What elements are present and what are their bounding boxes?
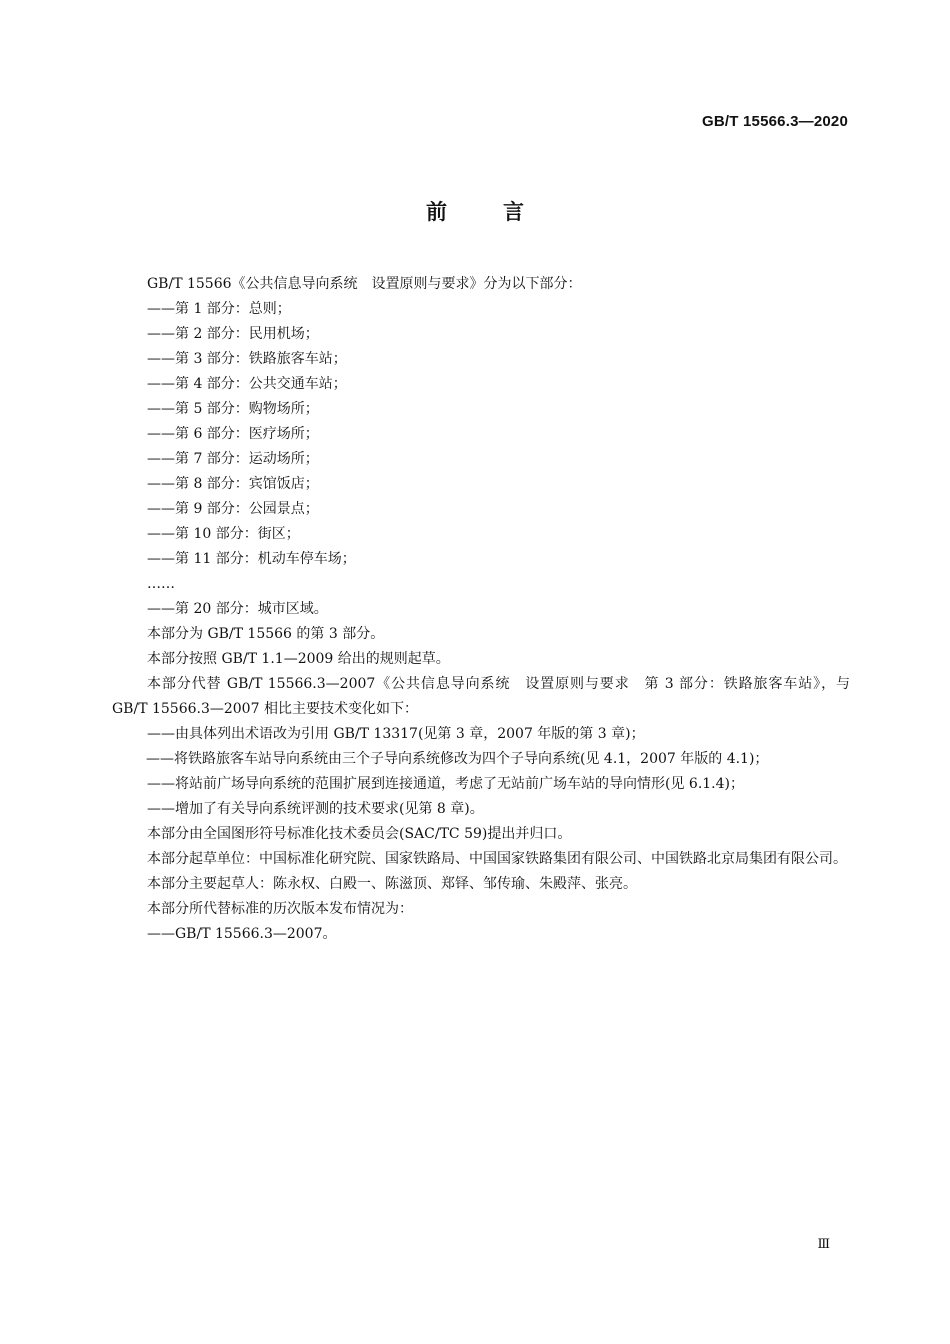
drafting-rules-paragraph: 本部分按照 GB/T 1.1—2009 给出的规则起草。 [147,651,450,667]
part-list-item-last: ——第 20 部分：城市区域。 [147,601,328,617]
part-list-item: ——第 10 部分：街区； [147,526,300,542]
part-list-item: ——第 4 部分：公共交通车站； [147,376,347,392]
document-body [112,272,850,947]
part-list-item: ——第 6 部分：医疗场所； [147,426,319,442]
drafters-paragraph: 本部分主要起草人：陈永权、白殿一、陈滋顶、郑铎、邹传瑜、朱殿萍、张亮。 [147,876,637,892]
replaces-paragraph: 本部分代替 GB/T 15566.3—2007《公共信息导向系统 设置原则与要求 第 3 部分：铁路旅客车站》，与 GB/T 15566.3—2007 相比主要技术变化如下： [112,676,850,717]
part-list-item: ——第 7 部分：运动场所； [147,451,319,467]
part-list-item: ——第 9 部分：公园景点； [147,501,319,517]
part-list-item: ——第 8 部分：宾馆饭店； [147,476,319,492]
part-list-item: ——第 3 部分：铁路旅客车站； [147,351,347,367]
history-item: ——GB/T 15566.3—2007。 [147,926,337,942]
this-part-paragraph: 本部分为 GB/T 15566 的第 3 部分。 [147,626,385,642]
part-list-item: ——第 2 部分：民用机场； [147,326,319,342]
standard-number: GB/T 15566.3—2020 [702,113,848,130]
history-intro-paragraph: 本部分所代替标准的历次版本发布情况为： [147,901,413,917]
change-item: ——增加了有关导向系统评测的技术要求(见第 8 章)。 [147,801,484,817]
page-title: 前言 [426,200,580,224]
page-number: Ⅲ [817,1237,830,1252]
change-item: ——由具体列出术语改为引用 GB/T 13317(见第 3 章，2007 年版的第 3 章)； [147,726,645,742]
part-list-item: ——第 11 部分：机动车停车场； [147,551,356,567]
change-item: ——将站前广场导向系统的范围扩展到连接通道，考虑了无站前广场车站的导向情形(见 6.1.4)； [147,776,744,792]
change-item: ——将铁路旅客车站导向系统由三个子导向系统修改为四个子导向系统(见 4.1，2007 年版的 4.1)； [146,751,769,767]
ellipsis: …… [147,576,175,592]
part-list-item: ——第 5 部分：购物场所； [147,401,319,417]
part-list-item: ——第 1 部分：总则； [147,301,291,317]
drafting-units-paragraph: 本部分起草单位：中国标准化研究院、国家铁路局、中国国家铁路集团有限公司、中国铁路北京局集团有限公司。 [147,851,847,867]
proposed-paragraph: 本部分由全国图形符号标准化技术委员会(SAC/TC 59)提出并归口。 [147,826,572,842]
intro-paragraph: GB/T 15566《公共信息导向系统 设置原则与要求》分为以下部分： [147,276,582,292]
